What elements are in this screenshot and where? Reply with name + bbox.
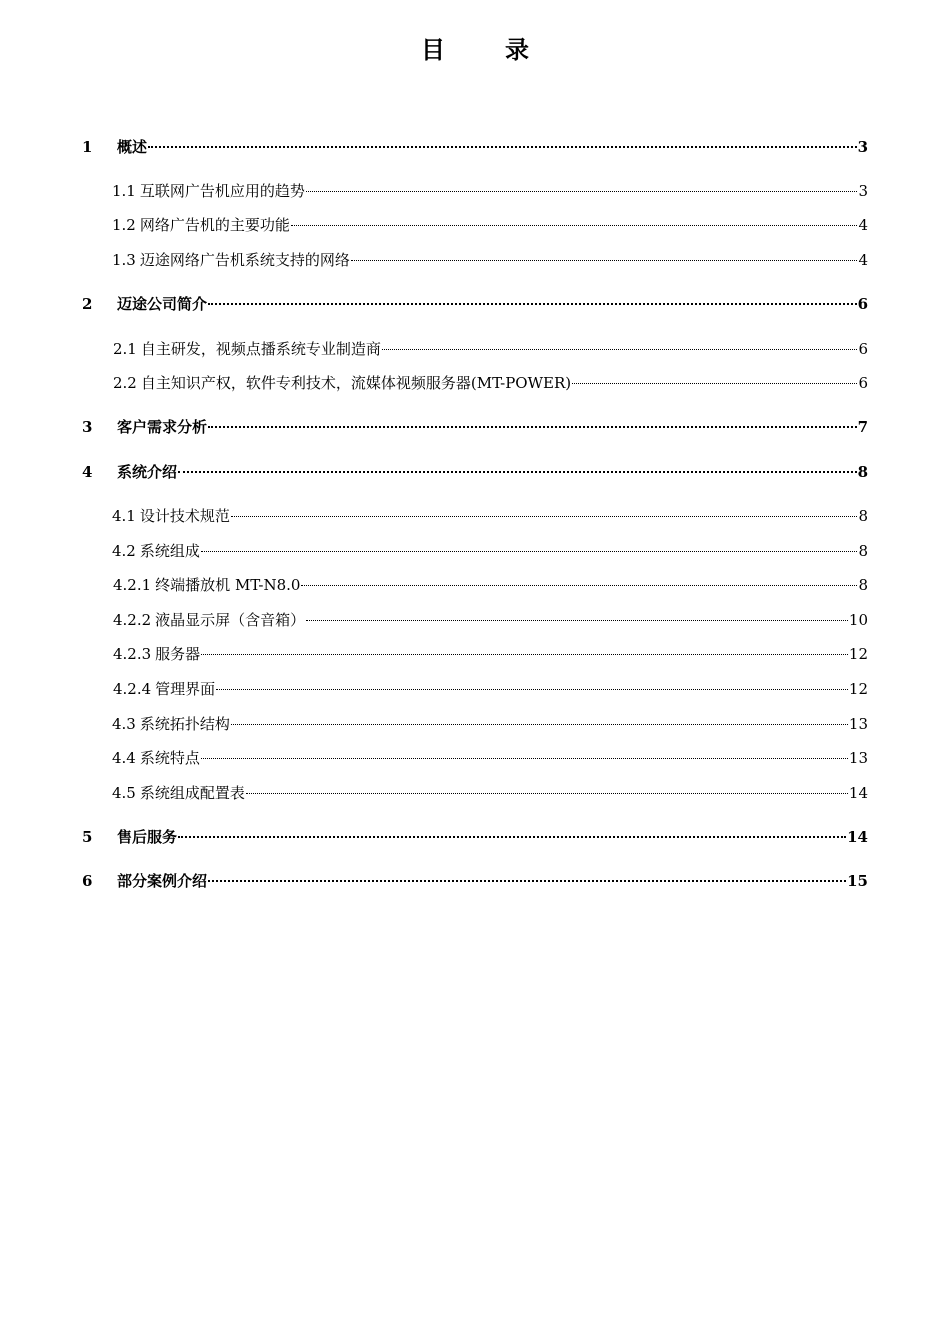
toc-title-right: 录 xyxy=(505,35,529,64)
toc-entry-4-2-2[interactable] xyxy=(113,609,868,631)
toc-leader xyxy=(208,426,857,428)
toc-entry-text: 系统组成 xyxy=(139,542,200,560)
toc-entry-2[interactable] xyxy=(82,293,868,315)
toc-entry-page: 13 xyxy=(848,715,868,733)
toc-entry-4-5[interactable] xyxy=(112,782,868,804)
toc-leader xyxy=(148,146,857,148)
toc-leader xyxy=(231,516,858,517)
toc-leader xyxy=(216,689,848,690)
toc-entry-4-2-3[interactable] xyxy=(113,643,868,665)
toc-entry-4-2-4[interactable] xyxy=(113,678,868,700)
toc-entry-text: 系统组成配置表 xyxy=(139,784,245,802)
toc-entry-1-1[interactable] xyxy=(112,180,868,202)
toc-entry-number: 2.2 xyxy=(113,374,137,392)
toc-entry-text: 终端播放机 MT-N8.0 xyxy=(155,576,301,594)
toc-entry-3[interactable] xyxy=(82,416,868,438)
toc-entry-text: 服务器 xyxy=(155,645,201,663)
toc-leader xyxy=(301,585,857,586)
toc-entry-page: 6 xyxy=(858,374,868,392)
toc-leader xyxy=(201,654,848,655)
toc-entry-1-2[interactable] xyxy=(112,214,868,236)
toc-entry-number: 4.5 xyxy=(112,784,136,802)
toc-entry-number: 6 xyxy=(82,872,93,890)
toc-entry-page: 8 xyxy=(857,463,868,481)
toc-entry-number: 3 xyxy=(82,418,93,436)
toc-leader xyxy=(178,471,857,473)
toc-entry-text: 概述 xyxy=(117,138,148,156)
toc-entry-text: 系统特点 xyxy=(139,749,200,767)
toc-entry-text: 自主研发，视频点播系统专业制造商 xyxy=(140,340,381,358)
toc-entry-5[interactable] xyxy=(82,826,868,848)
toc-entry-page: 12 xyxy=(848,645,868,663)
toc-entry-page: 14 xyxy=(848,784,868,802)
toc-entry-page: 6 xyxy=(857,295,868,313)
toc-leader xyxy=(291,225,858,226)
toc-leader xyxy=(201,551,858,552)
toc-entry-4-1[interactable] xyxy=(112,505,868,527)
toc-leader xyxy=(201,758,848,759)
toc-entry-number: 4 xyxy=(82,463,93,481)
toc-entry-1-3[interactable] xyxy=(112,249,868,271)
toc-entry-4-2[interactable] xyxy=(112,540,868,562)
toc-entry-number: 1 xyxy=(82,138,93,156)
toc-entry-page: 12 xyxy=(848,680,868,698)
toc-entry-page: 8 xyxy=(858,507,868,525)
toc-entry-number: 4.3 xyxy=(112,715,136,733)
toc-entry-text: 系统拓扑结构 xyxy=(139,715,230,733)
toc-entry-number: 4.2.1 xyxy=(113,576,152,594)
toc-entry-number: 1.1 xyxy=(112,182,136,200)
toc-entry-4-2-1[interactable] xyxy=(113,574,868,596)
toc-entry-number: 2.1 xyxy=(113,340,137,358)
toc-entry-text: 部分案例介绍 xyxy=(117,872,208,890)
toc-entry-page: 4 xyxy=(858,251,868,269)
toc-entry-2-1[interactable] xyxy=(113,338,868,360)
toc-entry-page: 4 xyxy=(858,216,868,234)
toc-entry-page: 7 xyxy=(857,418,868,436)
toc-leader xyxy=(382,349,858,350)
toc-entry-2-2[interactable] xyxy=(113,372,868,394)
toc-entry-text: 迈途网络广告机系统支持的网络 xyxy=(139,251,350,269)
toc-entry-text: 自主知识产权，软件专利技术，流媒体视频服务器(MT-POWER) xyxy=(140,374,572,392)
toc-entry-4-4[interactable] xyxy=(112,747,868,769)
toc-entry-page: 3 xyxy=(857,138,868,156)
toc-leader xyxy=(572,383,857,384)
toc-entry-6[interactable] xyxy=(82,870,868,892)
toc-leader xyxy=(178,836,846,838)
toc-entry-number: 4.2.2 xyxy=(113,611,152,629)
toc-entry-text: 液晶显示屏（含音箱） xyxy=(155,611,306,629)
toc-entry-text: 互联网广告机应用的趋势 xyxy=(139,182,305,200)
toc-entry-number: 4.1 xyxy=(112,507,136,525)
toc-entry-page: 15 xyxy=(847,872,868,890)
toc-leader xyxy=(231,724,848,725)
toc-leader xyxy=(351,260,858,261)
toc-title-left: 目 xyxy=(421,35,445,64)
toc-entry-page: 8 xyxy=(858,542,868,560)
toc-entry-page: 3 xyxy=(858,182,868,200)
toc-leader xyxy=(208,880,846,882)
toc-entry-1[interactable] xyxy=(82,136,868,158)
toc-entry-number: 2 xyxy=(82,295,93,313)
toc-entry-4[interactable] xyxy=(82,461,868,483)
toc-entry-number: 4.4 xyxy=(112,749,136,767)
toc-entry-page: 6 xyxy=(858,340,868,358)
toc-entry-page: 13 xyxy=(848,749,868,767)
toc-entry-number: 4.2 xyxy=(112,542,136,560)
toc-entry-text: 设计技术规范 xyxy=(139,507,230,525)
toc-entry-4-3[interactable] xyxy=(112,713,868,735)
toc-entry-text: 迈途公司简介 xyxy=(117,295,208,313)
toc-leader xyxy=(306,620,848,621)
toc-leader xyxy=(208,303,857,305)
toc-entry-page: 10 xyxy=(848,611,868,629)
toc-entry-number: 1.3 xyxy=(112,251,136,269)
toc-entry-page: 14 xyxy=(847,828,868,846)
toc-leader xyxy=(246,793,848,794)
toc-title xyxy=(0,32,950,68)
toc-entry-text: 网络广告机的主要功能 xyxy=(139,216,290,234)
toc-entry-text: 售后服务 xyxy=(117,828,178,846)
toc-entry-number: 4.2.3 xyxy=(113,645,152,663)
toc-leader xyxy=(306,191,858,192)
toc-entry-number: 4.2.4 xyxy=(113,680,152,698)
toc-entry-number: 1.2 xyxy=(112,216,136,234)
toc-entry-text: 客户需求分析 xyxy=(117,418,208,436)
toc-entry-text: 管理界面 xyxy=(155,680,216,698)
toc-entry-page: 8 xyxy=(858,576,868,594)
toc-entry-number: 5 xyxy=(82,828,93,846)
toc-entry-text: 系统介绍 xyxy=(117,463,178,481)
